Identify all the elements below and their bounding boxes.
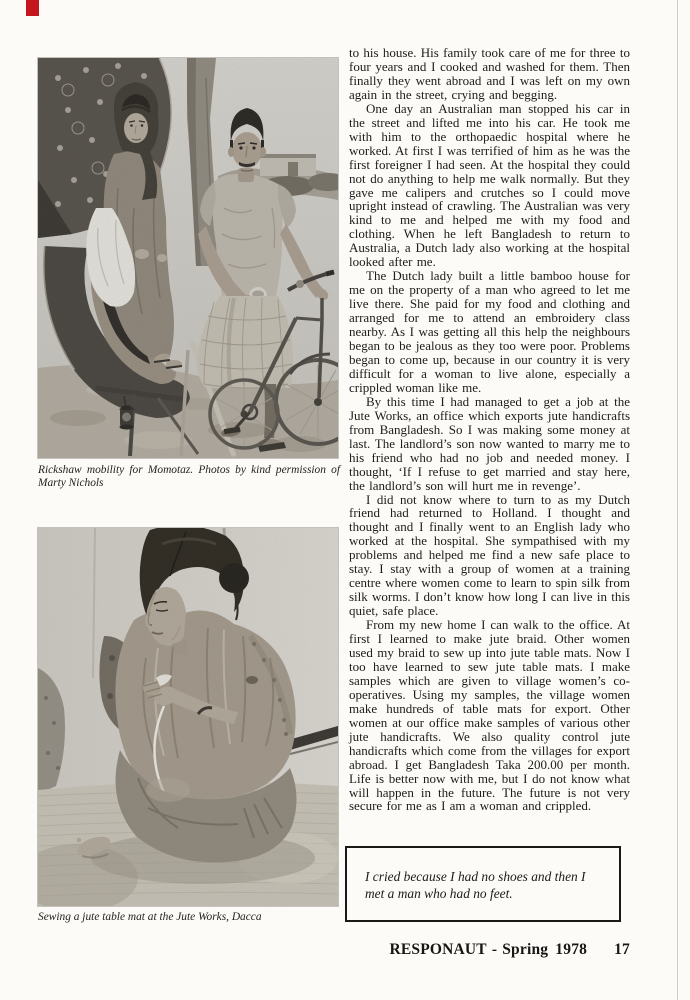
pull-quote-text: I cried because I had no shoes and then I met a man who had no feet.	[365, 869, 586, 901]
article-paragraph: From my new home I can walk to the office. At first I learned to make jute braid. Other women used my braid to sew up into jute table mats. Now I too have learned to sew jute table mats. I make samples which are given to village women’s co-operatives. Using my samples, the village women make hundreds of table mats for export. Other women at our office make samples of various other jute handicrafts. We also quality control jute handicrafts which come from the villages for export abroad. I get Bangladesh Taka 200.00 per month. Life is better now with me, but I do not know what will happen in the future. The future is not very secure for me as I am a woman and crippled.	[349, 617, 630, 814]
photo-sewing	[38, 528, 338, 906]
sewing-photo-illustration	[38, 528, 338, 906]
photo-rickshaw	[38, 58, 338, 458]
photo-grain	[38, 58, 338, 458]
rickshaw-photo-illustration	[38, 58, 338, 458]
red-registration-mark	[26, 0, 39, 16]
article-paragraph: I did not know where to turn to as my Dutch friend had returned to Holland. I thought and thought and I finally went to an English lady who worked at the hospital. She sympathised with my problems and helped me find a new safe place to stay. I stay with a group of women at a training centre where women come to learn to spin silk from silk worms. I don’t know how long I can live in this quiet, safe place.	[349, 491, 630, 619]
article-paragraph: By this time I had managed to get a job at the Jute Works, an office which exports jute handicrafts from Bangladesh. So I was making some money at last. The landlord’s son now wanted to marry me to his friend who had no job and needed money. I thought, ‘If I refuse to get married and stay here, the landlord’s son will hurt me in revenge’.	[349, 393, 630, 493]
article-paragraph: One day an Australian man stopped his car in the street and lifted me into his car. He took me with him to the orthopaedic hospital where he worked. At first I was terrified of him as he was the first foreigner I had seen. At the hospital they could not do anything to help me walk normally. But they gave me calipers and crutches so I could move upright instead of crawling. The Australian was very kind to me and helped me with my food and clothing. When he left Bangladesh to return to Australia, a Dutch lady also working at the hospital looked after me.	[349, 100, 630, 270]
caption-sewing: Sewing a jute table mat at the Jute Works, Dacca	[38, 911, 262, 923]
scan-edge-line	[677, 0, 678, 1000]
article-column	[349, 46, 630, 813]
issue-label: Spring 1978	[502, 941, 588, 958]
pull-quote-box	[345, 846, 621, 922]
photo-grain	[38, 528, 338, 906]
caption-rickshaw: Rickshaw mobility for Momotaz. Photos by kind permission of Marty Nichols	[38, 464, 340, 490]
page-footer	[349, 941, 630, 959]
footer-separator: -	[491, 941, 498, 958]
article-paragraph: to his house. His family took care of me for three to four years and I cooked and washed for them. Then finally they went abroad and I was left on my own again in the street, crying and begging.	[349, 45, 630, 102]
journal-title: RESPONAUT	[389, 941, 487, 958]
page-number: 17	[614, 941, 630, 958]
article-paragraph: The Dutch lady built a little bamboo house for me on the property of a man who agreed to let me live there. She paid for my food and clothing and arranged for me to attend an embroidery class nearby. As I was getting all this help the neighbours began to be jealous as they too were poor. Problems began to come up, because in our country it is very difficult for a woman to live alone, especially a crippled woman like me.	[349, 268, 630, 395]
